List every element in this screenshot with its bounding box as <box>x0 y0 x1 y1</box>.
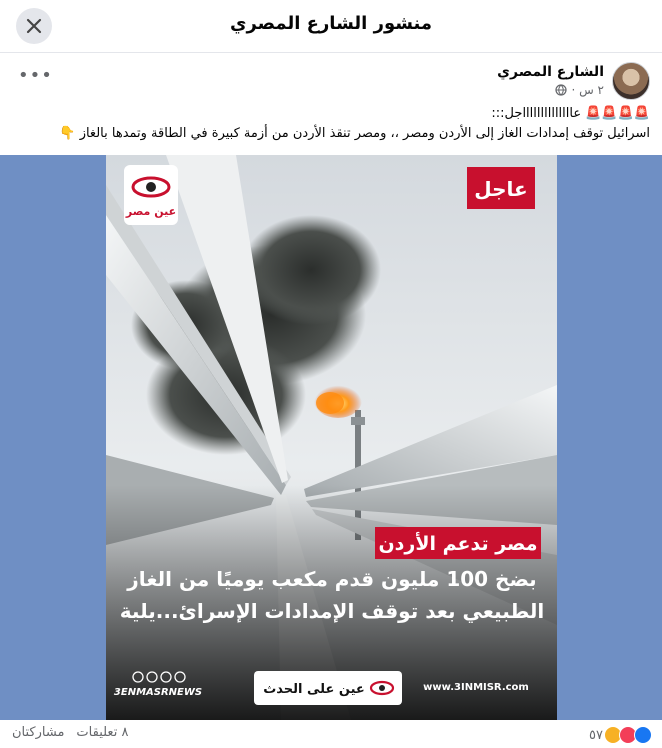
image-headline-line1: بضخ 100 مليون قدم مكعب يوميًا من الغاز <box>127 567 537 591</box>
post-time[interactable]: ٢ س · <box>571 83 604 97</box>
post-image[interactable] <box>106 155 557 720</box>
reactions[interactable] <box>589 726 652 744</box>
brand-footer: عين على الحدث <box>263 682 365 697</box>
post-footer <box>0 720 662 748</box>
modal-header <box>0 0 662 53</box>
website: www.3INMISR.com <box>423 682 529 693</box>
modal-title: منشور الشارع المصري <box>229 13 433 34</box>
close-icon <box>26 18 42 34</box>
comments-count[interactable]: ٨ تعليقات <box>76 725 129 740</box>
post-body: اسرائيل توقف إمدادات الغاز إلى الأردن ومصر ،، ومصر تنقذ الأردن من أزمة كبيرة في الطاقة وتمدها بالغاز 👇 <box>59 126 650 141</box>
breaking-badge: عاجل <box>474 177 528 201</box>
post-text <box>10 104 650 144</box>
media-area <box>0 155 662 720</box>
post-meta <box>555 83 604 97</box>
logo-text: عين مصر <box>125 205 177 218</box>
reaction-count: ٥٧ <box>589 727 603 743</box>
social-handle: 3ENMASRNEWS <box>113 687 203 698</box>
author-name[interactable]: الشارع المصري <box>497 64 604 80</box>
shares-count[interactable]: مشاركتان <box>12 725 65 740</box>
image-headline-line2: الطبيعي بعد توقف الإمدادات الإسرائ...يلية <box>119 599 545 623</box>
engagement-counts <box>12 725 128 740</box>
like-icon <box>634 726 652 744</box>
more-options-icon[interactable]: ••• <box>18 65 53 86</box>
post-header <box>0 52 662 102</box>
avatar[interactable] <box>612 62 650 100</box>
globe-icon <box>555 84 567 96</box>
caption-tag: مصر تدعم الأردن <box>378 533 538 555</box>
post-headline: 🚨🚨🚨🚨 عااااااااااااااجل::: <box>491 106 650 121</box>
close-button[interactable] <box>16 8 52 44</box>
reaction-icons <box>607 726 652 744</box>
